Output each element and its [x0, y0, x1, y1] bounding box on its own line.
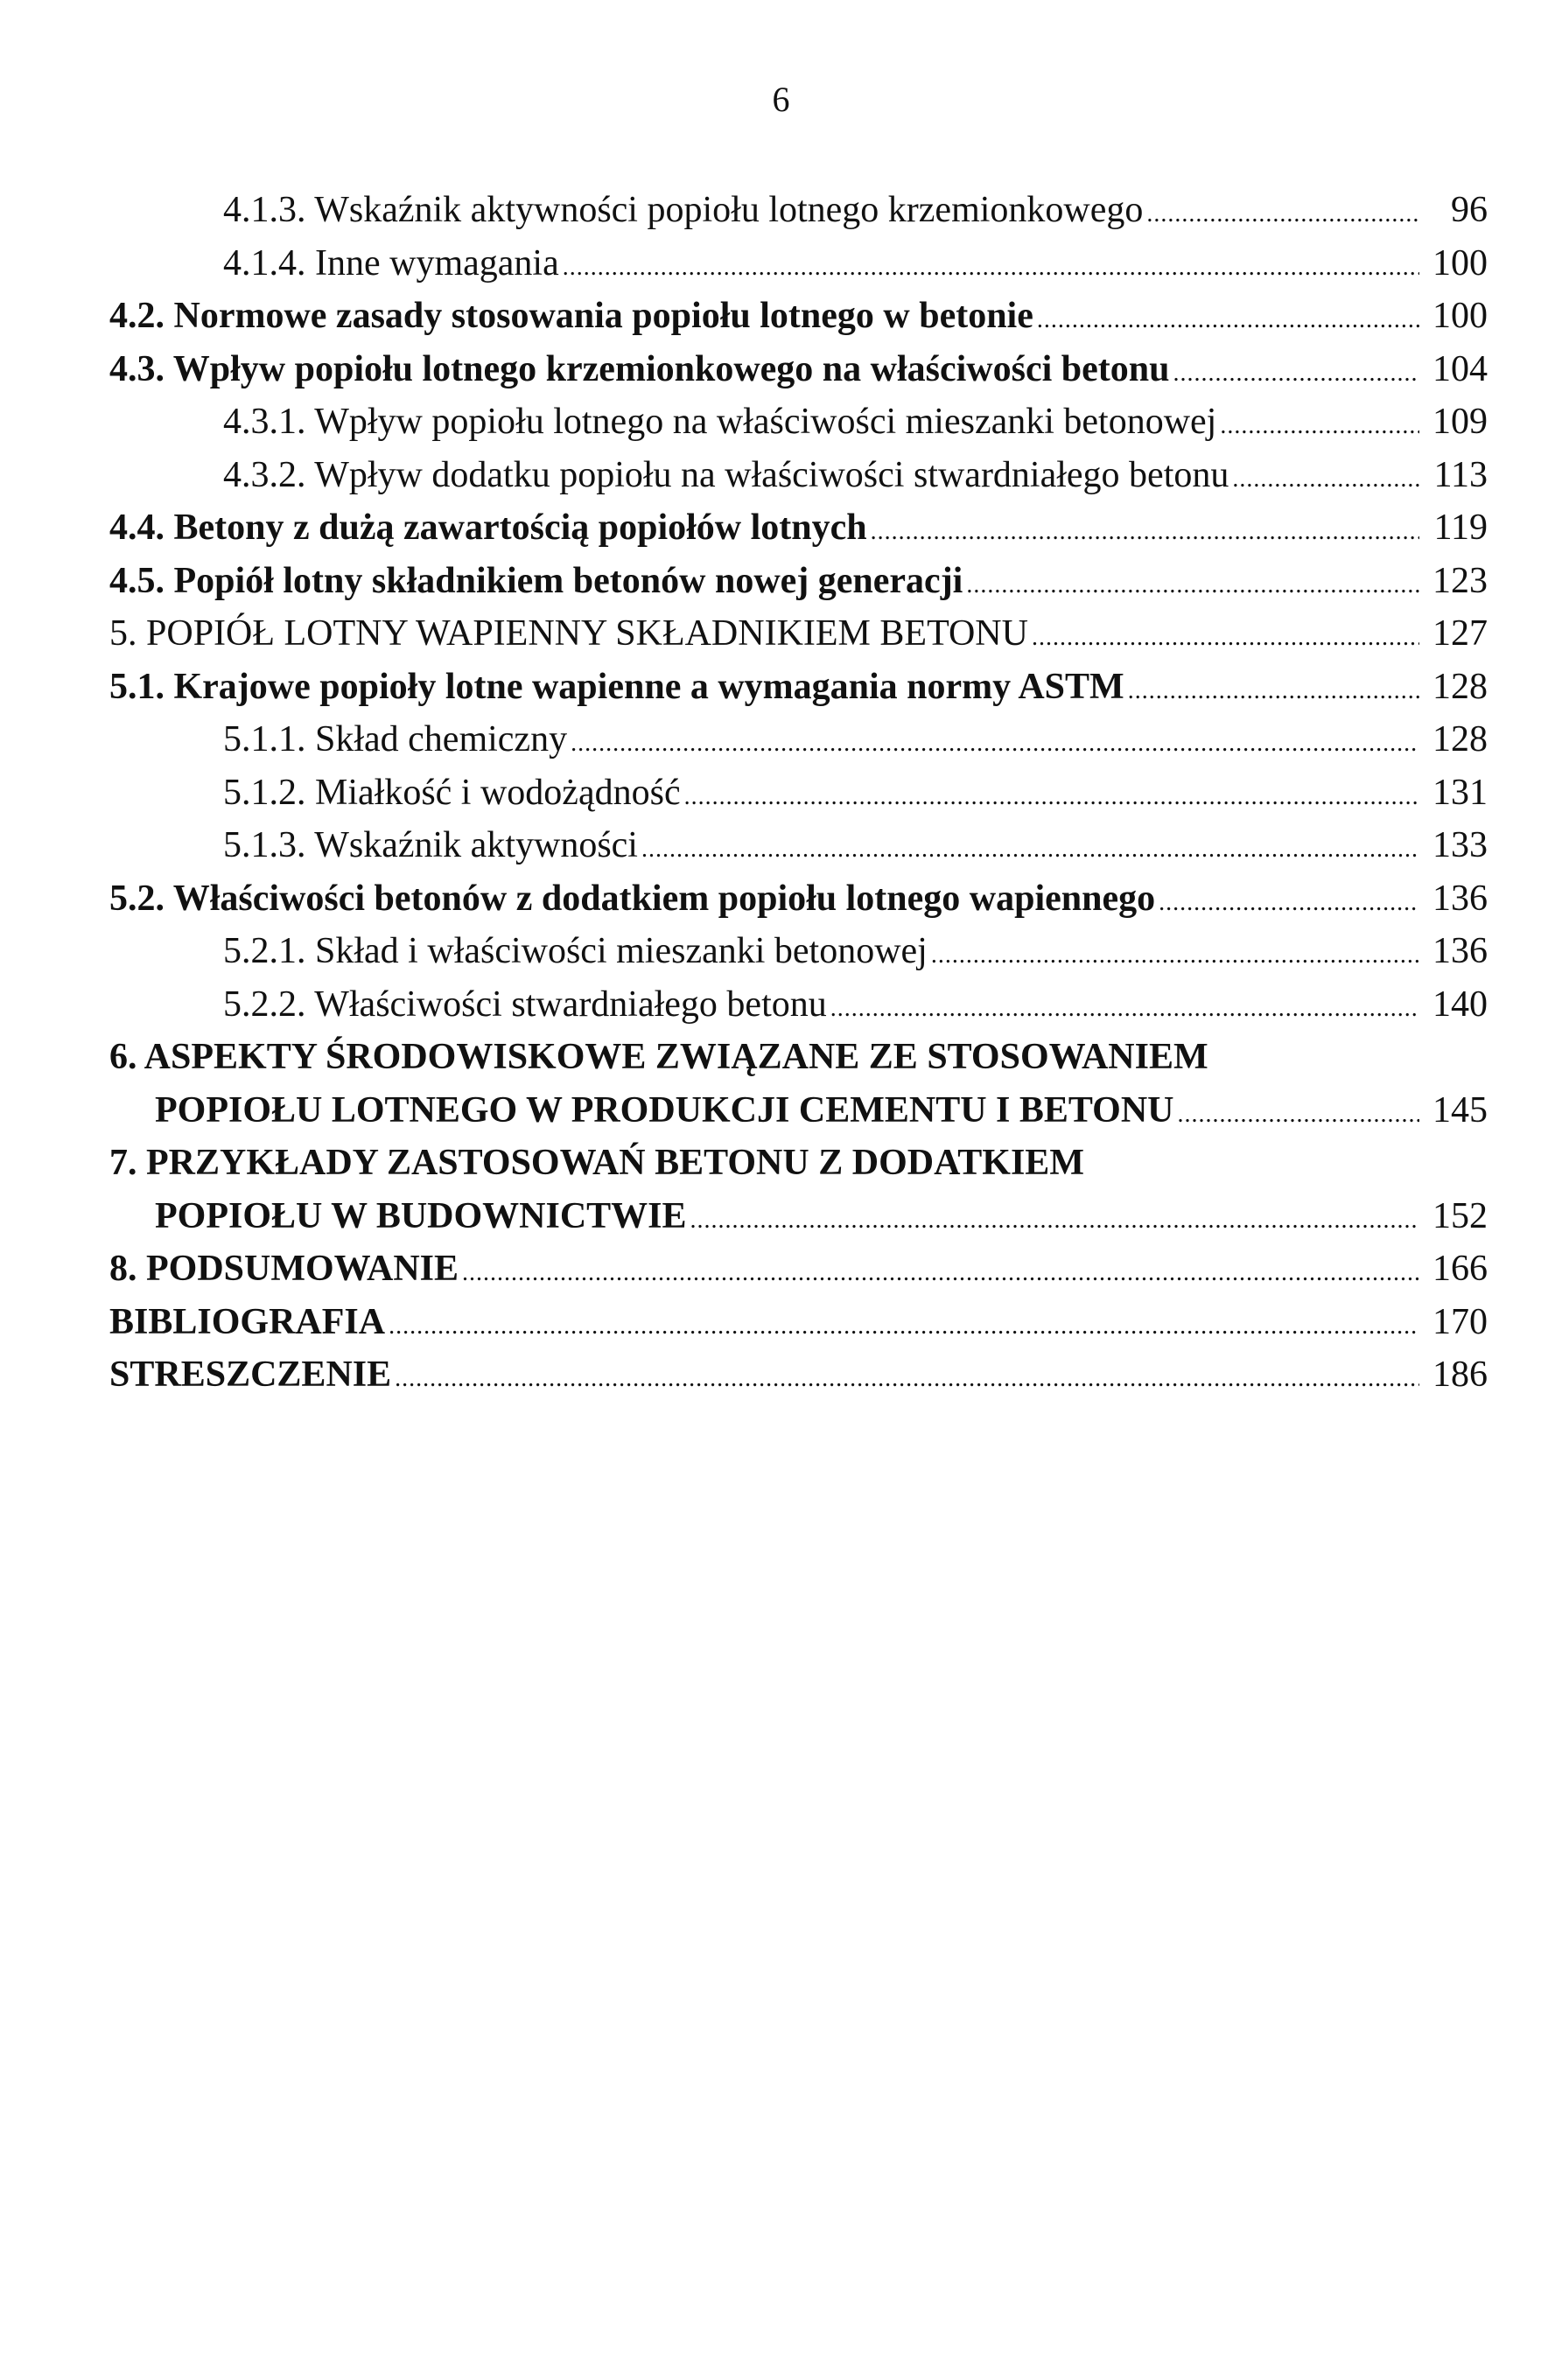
toc-entry-page: 128 [1432, 666, 1488, 707]
toc-entry-page: 100 [1432, 296, 1488, 336]
toc-leader-dots [1232, 453, 1419, 507]
toc-entry-title: STRESZCZENIE [109, 1354, 392, 1395]
toc-entry[interactable] [109, 872, 1488, 926]
toc-leader-dots [966, 559, 1419, 612]
toc-leader-dots [1037, 294, 1419, 347]
toc-entry-title: 5.2.1. Skład i właściwości mieszanki betonowej [223, 931, 928, 971]
toc-entry[interactable] [109, 1348, 1488, 1402]
toc-entry-title: 4.3. Wpływ popiołu lotnego krzemionkowego na właściwości betonu [109, 348, 1170, 389]
toc-entry[interactable] [109, 290, 1488, 343]
toc-entry-title: 5.1.2. Miałkość i wodożądność [223, 772, 681, 813]
toc-leader-dots [931, 929, 1419, 983]
toc-entry-page: 170 [1432, 1301, 1488, 1342]
toc-entry-page: 113 [1433, 454, 1488, 495]
toc-leader-dots [395, 1353, 1419, 1406]
toc-entry[interactable] [109, 713, 1488, 766]
toc-entry-title: 5.2.2. Właściwości stwardniałego betonu [223, 984, 827, 1025]
toc-entry-page: 131 [1432, 772, 1488, 813]
toc-entry[interactable] [109, 1190, 1488, 1243]
toc-entry-page: 133 [1432, 825, 1488, 865]
toc-entry[interactable] [109, 1296, 1488, 1349]
toc-entry-page: 96 [1451, 190, 1488, 230]
toc-entry-page: 109 [1432, 402, 1488, 442]
toc-entry[interactable] [109, 1084, 1488, 1138]
toc-entry-title: 5. POPIÓŁ LOTNY WAPIENNY SKŁADNIKIEM BETONU [109, 613, 1028, 654]
toc-entry-page: 100 [1432, 242, 1488, 284]
toc-entry-title: 5.1.3. Wskaźnik aktywności [223, 825, 638, 865]
toc-leader-dots [1173, 347, 1420, 401]
toc-entry-title: POPIOŁU LOTNEGO W PRODUKCJI CEMENTU I BETONU [155, 1089, 1174, 1130]
toc-entry-page: 145 [1432, 1089, 1488, 1130]
toc-entry-page: 166 [1432, 1249, 1488, 1289]
toc-leader-dots [1032, 612, 1419, 665]
toc-entry-page: 136 [1432, 931, 1488, 971]
toc-leader-dots [563, 242, 1419, 295]
toc-entry-line1[interactable]: 7. PRZYKŁADY ZASTOSOWAŃ BETONU Z DODATKIEM [109, 1143, 1084, 1183]
toc-entry-title: 4.1.4. Inne wymagania [223, 242, 559, 284]
toc-entry[interactable] [109, 607, 1488, 661]
toc-entry-title: 4.4. Betony z dużą zawartością popiołów lotnych [109, 508, 867, 548]
toc-leader-dots [1128, 665, 1419, 718]
page-number: 6 [772, 80, 790, 119]
toc-entry[interactable] [109, 925, 1488, 978]
toc-entry[interactable] [109, 661, 1488, 714]
toc-leader-dots [571, 718, 1419, 771]
toc-entry[interactable] [109, 819, 1488, 872]
toc-entry[interactable] [109, 237, 1488, 290]
toc-leader-dots [871, 506, 1419, 559]
toc-entry-title: 4.5. Popiół lotny składnikiem betonów nowej generacji [109, 560, 963, 601]
toc-entry[interactable] [109, 396, 1488, 449]
toc-entry[interactable] [109, 766, 1488, 820]
toc-entry-page: 127 [1432, 613, 1488, 654]
toc-entry-page: 136 [1432, 878, 1488, 919]
table-of-contents [109, 184, 1488, 1402]
toc-entry[interactable] [109, 978, 1488, 1032]
toc-leader-dots [830, 983, 1419, 1036]
toc-entry-title: POPIOŁU W BUDOWNICTWIE [155, 1195, 687, 1236]
toc-leader-dots [462, 1247, 1419, 1300]
toc-entry[interactable] [109, 449, 1488, 502]
toc-leader-dots [1146, 188, 1419, 242]
toc-leader-dots [389, 1300, 1419, 1354]
toc-entry-page: 152 [1432, 1195, 1488, 1236]
toc-entry-page: 186 [1432, 1354, 1488, 1395]
toc-entry-title: 8. PODSUMOWANIE [109, 1249, 459, 1289]
toc-entry-page: 140 [1432, 984, 1488, 1025]
toc-leader-dots [684, 771, 1419, 824]
toc-entry-title: 4.3.2. Wpływ dodatku popiołu na właściwości stwardniałego betonu [223, 454, 1229, 495]
toc-entry-title: 5.1.1. Skład chemiczny [223, 719, 568, 760]
toc-entry-title: 5.1. Krajowe popioły lotne wapienne a wymagania normy ASTM [109, 666, 1124, 707]
toc-entry-title: BIBLIOGRAFIA [109, 1301, 386, 1342]
toc-leader-dots [1178, 1088, 1420, 1142]
toc-leader-dots [1159, 877, 1419, 930]
toc-entry[interactable] [109, 501, 1488, 555]
toc-entry-title: 4.2. Normowe zasady stosowania popiołu lotnego w betonie [109, 296, 1033, 336]
toc-entry-page: 104 [1432, 348, 1488, 389]
toc-leader-dots [690, 1194, 1419, 1248]
toc-entry[interactable] [109, 184, 1488, 237]
toc-entry[interactable] [109, 343, 1488, 396]
toc-entry-title: 4.1.3. Wskaźnik aktywności popiołu lotnego krzemionkowego [223, 190, 1144, 230]
toc-entry-page: 119 [1433, 508, 1488, 548]
toc-entry-page: 123 [1432, 560, 1488, 601]
toc-entry[interactable] [109, 555, 1488, 608]
toc-entry[interactable] [109, 1242, 1488, 1296]
toc-leader-dots [641, 823, 1419, 877]
toc-leader-dots [1220, 400, 1419, 453]
toc-entry-title: 5.2. Właściwości betonów z dodatkiem popiołu lotnego wapiennego [109, 878, 1156, 919]
toc-entry-title: 4.3.1. Wpływ popiołu lotnego na właściwości mieszanki betonowej [223, 402, 1217, 442]
toc-entry-line1[interactable]: 6. ASPEKTY ŚRODOWISKOWE ZWIĄZANE ZE STOSOWANIEM [109, 1037, 1208, 1077]
toc-entry-page: 128 [1432, 719, 1488, 760]
